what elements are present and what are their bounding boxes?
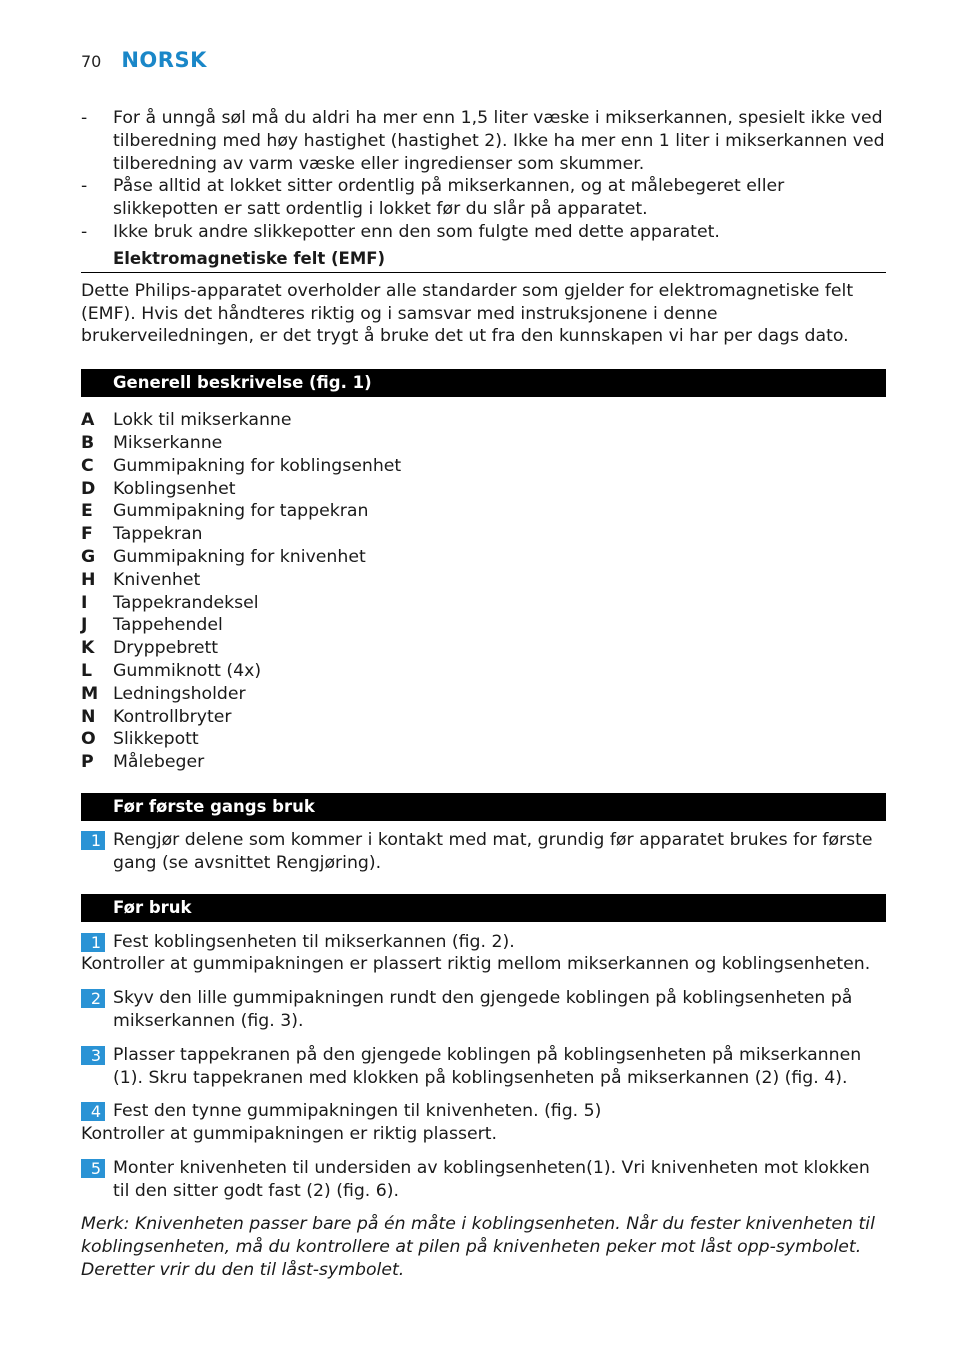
- emf-heading: Elektromagnetiske felt (EMF): [81, 248, 886, 273]
- part-label: Lokk til mikserkanne: [113, 410, 292, 431]
- part-item: [81, 546, 886, 569]
- part-label: Ledningsholder: [113, 683, 246, 704]
- part-label: Gummipakning for koblingsenhet: [113, 455, 402, 476]
- part-letter: D: [81, 478, 96, 499]
- step-number: 4: [81, 1102, 105, 1121]
- part-item: [81, 500, 886, 523]
- part-item: [81, 683, 886, 706]
- note-text: Merk: Knivenheten passer bare på én måte i koblingsenheten. Når du fester knivenheten til koblingsenheten, må du kontrollere at pilen på knivenheten peker mot låst opp-symbolet. Deretter vrir du den til låst-symbolet.: [81, 1214, 875, 1281]
- list-item: - Påse alltid at lokket sitter ordentlig på mikserkannen, og at målebegeret eller slikkepotten er satt ordentlig i lokket før du slår på apparatet.: [81, 176, 785, 220]
- step-number: 5: [81, 1159, 105, 1178]
- emf-paragraph: Dette Philips-apparatet overholder alle standarder som gjelder for elektromagnetiske felt (EMF). Hvis det håndteres riktig og i samsvar med instruksjonene i denne brukerveiledningen, er det trygt å bruke det ut fra den kunnskapen vi har per dags dato.: [81, 280, 854, 347]
- step-text: Fest den tynne gummipakningen til knivenheten. (fig. 5): [113, 1101, 602, 1122]
- part-letter: K: [81, 638, 95, 659]
- part-letter: G: [81, 546, 96, 567]
- list-item: - For å unngå søl må du aldri ha mer enn 1,5 liter væske i mikserkannen, spesielt ikke ved tilberedning med høy hastighet (hastighet 2). Ikke ha mer enn 1 liter i mikserkannen ved tilberedning av varm væske eller ingredienser som skummer.: [81, 108, 885, 174]
- step-item: [81, 829, 886, 875]
- parts-list: [81, 409, 886, 774]
- step-text: Rengjør delene som kommer i kontakt med mat, grundig før apparatet brukes for første gang (se avsnittet Rengjøring).: [113, 829, 873, 873]
- part-label: Dryppebrett: [113, 638, 219, 659]
- part-item: [81, 592, 886, 615]
- page-number: 70: [81, 52, 102, 71]
- part-label: Mikserkanne: [113, 432, 223, 453]
- part-letter: M: [81, 683, 99, 704]
- part-label: Gummipakning for knivenhet: [113, 546, 366, 567]
- step-number: 1: [81, 831, 105, 850]
- part-letter: P: [81, 752, 94, 773]
- part-letter: L: [81, 660, 93, 681]
- step-item: [81, 1100, 886, 1123]
- step-text: Skyv den lille gummipakningen rundt den gjengede koblingen på koblingsenheten på mikserkannen (fig. 3).: [113, 988, 853, 1031]
- part-item: [81, 432, 886, 455]
- part-letter: J: [81, 615, 88, 636]
- part-letter: F: [81, 524, 93, 545]
- part-letter: B: [81, 432, 95, 453]
- part-label: Slikkepott: [113, 729, 199, 750]
- step-note: Kontroller at gummipakningen er riktig plassert.: [81, 1124, 498, 1145]
- part-item: [81, 637, 886, 660]
- part-label: Kontrollbryter: [113, 706, 232, 727]
- step-number: 3: [81, 1046, 105, 1065]
- step-item: [81, 987, 886, 1033]
- step-item: [81, 1157, 886, 1203]
- page-content: [81, 107, 886, 1282]
- part-label: Koblingsenhet: [113, 478, 236, 499]
- before-use-heading: Før bruk: [81, 894, 886, 922]
- part-letter: I: [81, 592, 88, 613]
- part-item: [81, 409, 886, 432]
- part-item: [81, 728, 886, 751]
- step-number: 2: [81, 989, 105, 1008]
- step-item: [81, 1044, 886, 1090]
- part-item: [81, 478, 886, 501]
- part-label: Tappehendel: [113, 615, 223, 636]
- part-label: Tappekran: [113, 524, 203, 545]
- part-item: [81, 569, 886, 592]
- step-number: 1: [81, 933, 105, 952]
- warning-list: [81, 107, 886, 244]
- step-text: Fest koblingsenheten til mikserkannen (fig. 2).: [113, 931, 515, 952]
- page-header: [81, 48, 207, 72]
- part-item: [81, 523, 886, 546]
- step-note: Kontroller at gummipakningen er plassert riktig mellom mikserkannen og koblingsenheten.: [81, 954, 871, 975]
- part-letter: O: [81, 729, 96, 750]
- part-label: Knivenhet: [113, 569, 201, 590]
- part-item: [81, 751, 886, 774]
- step-item: [81, 931, 886, 954]
- part-label: Målebeger: [113, 752, 205, 773]
- first-use-heading: Før første gangs bruk: [81, 793, 886, 821]
- part-letter: N: [81, 706, 96, 727]
- part-letter: C: [81, 455, 94, 476]
- language-title: NORSK: [121, 48, 207, 72]
- step-text: Plasser tappekranen på den gjengede koblingen på koblingsenheten på mikserkannen (1). Skru tappekranen med klokken på koblingsenheten på mikserkannen (2) (fig. 4).: [113, 1044, 862, 1088]
- part-item: [81, 660, 886, 683]
- part-letter: E: [81, 501, 93, 522]
- part-label: Gummiknott (4x): [113, 660, 262, 681]
- part-item: [81, 614, 886, 637]
- part-label: Gummipakning for tappekran: [113, 501, 369, 522]
- general-description-heading: Generell beskrivelse (fig. 1): [81, 369, 886, 397]
- step-text: Monter knivenheten til undersiden av koblingsenheten(1). Vri knivenheten mot klokken til den sitter godt fast (2) (fig. 6).: [113, 1157, 870, 1201]
- part-letter: H: [81, 569, 96, 590]
- list-item: - Ikke bruk andre slikkepotter enn den som fulgte med dette apparatet.: [81, 221, 720, 242]
- part-item: [81, 706, 886, 729]
- part-label: Tappekrandeksel: [113, 592, 259, 613]
- part-item: [81, 455, 886, 478]
- part-letter: A: [81, 410, 95, 431]
